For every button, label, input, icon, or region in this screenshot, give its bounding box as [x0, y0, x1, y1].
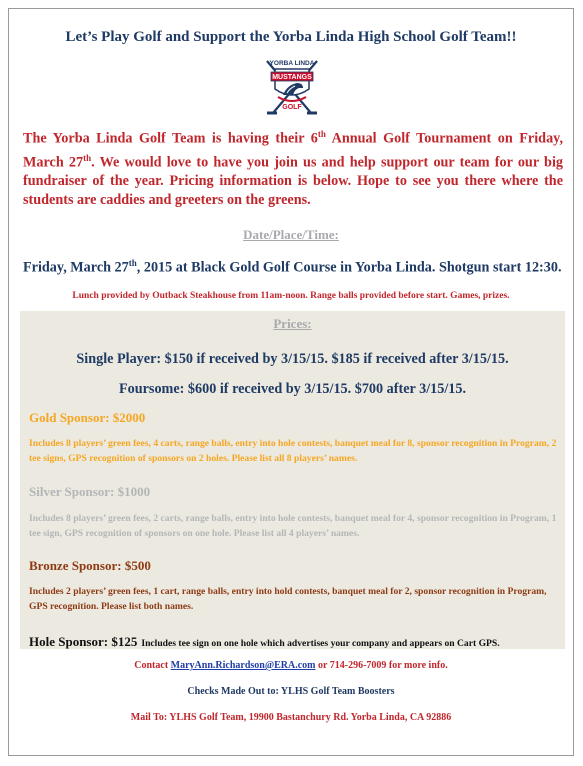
gold-sponsor-title: Gold Sponsor: $2000	[29, 410, 146, 425]
event-date-sup: th	[128, 258, 137, 268]
contact-prefix: Contact	[134, 660, 171, 671]
gold-sponsor-desc: Includes 8 players’ green fees, 4 carts, range balls, entry into hole contests, banquet meal for 8, sponsor recognition in Program, 2 tee signs, GPS recognition of sponsors on 2 holes. Please list all 8 players’ names.	[29, 438, 557, 464]
flyer-page	[8, 8, 574, 756]
hole-sponsor-line	[29, 633, 500, 651]
prices-heading: Prices:	[273, 316, 312, 331]
event-date-text-1: Friday, March 27	[23, 259, 129, 276]
date-place-time-heading: Date/Place/Time:	[243, 227, 339, 242]
intro-text-1: The Yorba Linda Golf Team is having their 6	[23, 130, 318, 147]
intro-sup-1: th	[317, 129, 326, 139]
contact-email-link[interactable]: MaryAnn.Richardson@ERA.com	[170, 660, 316, 671]
single-player-price: Single Player: $150 if received by 3/15/15. $185 if received after 3/15/15.	[76, 351, 509, 367]
prices-section	[20, 311, 565, 649]
hole-sponsor-title: Hole Sponsor: $125	[29, 634, 138, 649]
event-date-line	[23, 258, 563, 277]
silver-sponsor-desc: Includes 8 players’ green fees, 2 carts, range balls, entry into hole contests, banquet meal for 4, sponsor recognition in Program, 1 tee sign, GPS recognition of sponsors on one hole. Please list all 4 players’ names.	[29, 513, 557, 539]
bronze-sponsor-desc: Includes 2 players’ green fees, 1 cart, range balls, entry into hold contests, banquet meal for 2, sponsor recognition in Program, GPS recognition. Please list both names.	[29, 586, 547, 612]
mustangs-golf-logo	[259, 55, 325, 119]
bronze-sponsor-title: Bronze Sponsor: $500	[29, 558, 151, 573]
flyer-headline: Let’s Play Golf and Support the Yorba Linda High School Golf Team!!	[65, 29, 517, 45]
mailing-address-line: Mail To: YLHS Golf Team, 19900 Bastanchury Rd. Yorba Linda, CA 92886	[130, 712, 452, 723]
logo-banner-text: MUSTANGS	[272, 74, 312, 82]
contact-line	[9, 660, 573, 671]
foursome-price: Foursome: $600 if received by 3/15/15. $700 after 3/15/15.	[118, 381, 466, 397]
lunch-note: Lunch provided by Outback Steakhouse from 11am-noon. Range balls provided before start. Games, prizes.	[72, 291, 510, 301]
intro-paragraph	[23, 125, 563, 210]
logo-top-text: YORBA LINDA	[269, 60, 315, 67]
intro-text-3: . We would love to have you join us and help support our team for our big fundraiser of the year. Pricing information is below. Hope to see you there where the students are caddies and greeters on the greens.	[23, 154, 563, 209]
intro-sup-2: th	[83, 152, 92, 163]
checks-payable-line: Checks Made Out to: YLHS Golf Team Boosters	[187, 686, 395, 697]
intro-text-2: Annual Golf Tournament on Friday, March 27	[23, 130, 564, 171]
logo-bottom-text: GOLF	[282, 104, 302, 111]
hole-sponsor-desc: Includes tee sign on one hole which advertises your company and appears on Cart GPS.	[141, 638, 500, 649]
contact-suffix: or 714-296-7009 for more info.	[315, 660, 448, 671]
event-date-text-2: , 2015 at Black Gold Golf Course in Yorba Linda. Shotgun start 12:30.	[136, 259, 562, 276]
silver-sponsor-title: Silver Sponsor: $1000	[29, 484, 151, 499]
